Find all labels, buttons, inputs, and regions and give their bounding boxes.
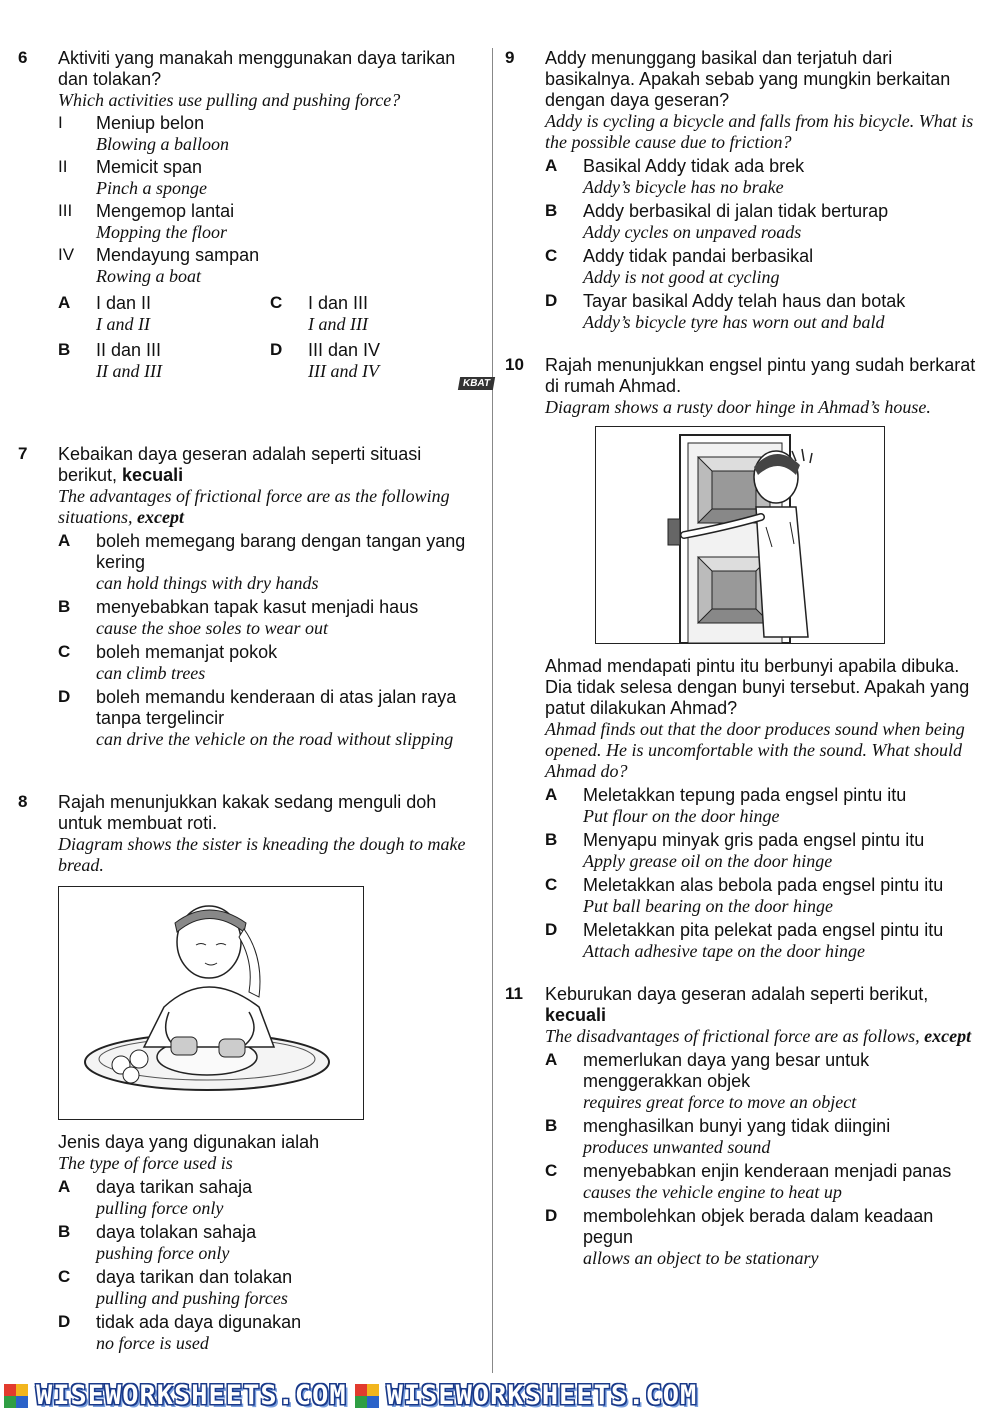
question-6 bbox=[18, 48, 480, 382]
option-b[interactable] bbox=[58, 597, 480, 639]
kneading-dough-drawing bbox=[59, 887, 363, 1119]
option-letter: B bbox=[58, 597, 71, 616]
option-text-en: Addy is not good at cycling bbox=[583, 267, 780, 287]
question-text-ms bbox=[545, 984, 980, 1026]
option-d[interactable] bbox=[58, 687, 480, 750]
option-text-ms: Tayar basikal Addy telah haus dan botak bbox=[583, 291, 906, 311]
option-a[interactable] bbox=[58, 531, 480, 594]
statement-4 bbox=[58, 245, 480, 287]
sub-question-en: The type of force used is bbox=[58, 1153, 233, 1173]
option-d[interactable] bbox=[545, 291, 980, 333]
option-letter: C bbox=[270, 293, 283, 312]
question-text-ms: Rajah menunjukkan kakak sedang menguli doh untuk membuat roti. bbox=[58, 792, 437, 833]
door-hinge-drawing bbox=[596, 427, 884, 643]
option-text-en: can climb trees bbox=[96, 663, 206, 683]
option-text-ms: boleh memegang barang dengan tangan yang kering bbox=[96, 531, 466, 572]
kneading-dough-illustration bbox=[58, 886, 364, 1120]
question-text-en: Which activities use pulling and pushing force? bbox=[58, 90, 401, 110]
option-b[interactable] bbox=[58, 1222, 480, 1264]
option-text-ms: daya tarikan dan tolakan bbox=[96, 1267, 293, 1287]
option-text-en: III and IV bbox=[308, 361, 379, 381]
option-d[interactable] bbox=[545, 920, 980, 962]
option-a[interactable] bbox=[545, 156, 980, 198]
option-text-en: Addy’s bicycle tyre has worn out and bald bbox=[583, 312, 885, 332]
question-10 bbox=[462, 355, 980, 962]
option-c[interactable] bbox=[545, 246, 980, 288]
option-text-en: requires great force to move an object bbox=[583, 1092, 857, 1112]
option-text-en: I and II bbox=[96, 314, 150, 334]
option-b[interactable] bbox=[545, 201, 980, 243]
option-letter: C bbox=[58, 1267, 71, 1286]
option-text-ms: Addy tidak pandai berbasikal bbox=[583, 246, 814, 266]
option-letter: C bbox=[545, 246, 558, 265]
option-b[interactable] bbox=[545, 830, 980, 872]
statement-text-ms: Mengemop lantai bbox=[96, 201, 235, 221]
option-d[interactable] bbox=[58, 1312, 480, 1354]
option-text-ms: menyebabkan enjin kenderaan menjadi panas bbox=[583, 1161, 952, 1181]
option-b[interactable] bbox=[545, 1116, 980, 1158]
option-text-ms: III dan IV bbox=[308, 340, 381, 360]
option-letter: B bbox=[58, 340, 71, 359]
option-text-en: pushing force only bbox=[96, 1243, 230, 1263]
question-text-ms: Aktiviti yang manakah menggunakan daya tarikan dan tolakan? bbox=[58, 48, 456, 89]
option-text-en: II and III bbox=[96, 361, 162, 381]
option-letter: C bbox=[545, 875, 558, 894]
option-d[interactable] bbox=[270, 340, 470, 382]
option-text-ms: memerlukan daya yang besar untuk menggerakkan objek bbox=[583, 1050, 870, 1091]
brand-text: WISEWORKSHEETS.COM bbox=[36, 1380, 347, 1411]
option-letter: B bbox=[545, 830, 558, 849]
question-number: 10 bbox=[505, 355, 524, 374]
question-keyword-en: except bbox=[137, 507, 184, 527]
question-text-en bbox=[58, 486, 480, 528]
sub-question-en: Ahmad finds out that the door produces sound when being opened. He is uncomfortable with the sound. What should Ahmad do? bbox=[545, 719, 965, 781]
brand-text: WISEWORKSHEETS.COM bbox=[386, 1380, 698, 1411]
statement-text-en: Pinch a sponge bbox=[96, 178, 207, 198]
option-c[interactable] bbox=[545, 875, 980, 917]
option-text-ms: Basikal Addy tidak ada brek bbox=[583, 156, 805, 176]
kbat-badge: KBAT bbox=[458, 377, 495, 390]
sub-question-ms: Jenis daya yang digunakan ialah bbox=[58, 1132, 320, 1152]
question-keyword-ms: kecuali bbox=[122, 465, 184, 485]
option-text-ms: membolehkan objek berada dalam keadaan pegun bbox=[583, 1206, 934, 1247]
statement-text-en: Mopping the floor bbox=[96, 222, 227, 242]
statement-text-ms: Meniup belon bbox=[96, 113, 205, 133]
option-text-en: causes the vehicle engine to heat up bbox=[583, 1182, 842, 1202]
wiseworksheets-logo-icon bbox=[355, 1384, 379, 1408]
option-text-ms: Meletakkan pita pelekat pada engsel pintu itu bbox=[583, 920, 944, 940]
question-9 bbox=[505, 48, 980, 333]
statement-text-ms: Memicit span bbox=[96, 157, 203, 177]
question-number: 7 bbox=[18, 444, 28, 463]
right-column bbox=[462, 48, 980, 1291]
option-text-en: Put flour on the door hinge bbox=[583, 806, 780, 826]
question-keyword-en: except bbox=[924, 1026, 972, 1046]
question-keyword-ms: kecuali bbox=[545, 1005, 607, 1025]
option-text-ms: Meletakkan tepung pada engsel pintu itu bbox=[583, 785, 907, 805]
option-letter: A bbox=[545, 785, 558, 804]
option-letter: D bbox=[270, 340, 283, 359]
statement-number: IV bbox=[58, 245, 75, 264]
question-11 bbox=[505, 984, 980, 1269]
statement-text-ms: Mendayung sampan bbox=[96, 245, 260, 265]
option-text-en: Apply grease oil on the door hinge bbox=[583, 851, 833, 871]
rusty-door-hinge-illustration bbox=[595, 426, 885, 644]
footer-watermark bbox=[0, 1378, 1000, 1413]
statement-2 bbox=[58, 157, 480, 199]
question-number: 9 bbox=[505, 48, 515, 67]
option-text-en: I and III bbox=[308, 314, 368, 334]
option-text-ms: daya tarikan sahaja bbox=[96, 1177, 253, 1197]
statement-text-en: Rowing a boat bbox=[96, 266, 202, 286]
option-text-en: produces unwanted sound bbox=[583, 1137, 771, 1157]
question-number: 8 bbox=[18, 792, 28, 811]
option-text-ms: Addy berbasikal di jalan tidak berturap bbox=[583, 201, 889, 221]
option-letter: B bbox=[58, 1222, 71, 1241]
question-text-ms: Rajah menunjukkan engsel pintu yang sudah berkarat di rumah Ahmad. bbox=[545, 355, 976, 396]
question-text-ms: Addy menunggang basikal dan terjatuh dari basikalnya. Apakah sebab yang mungkin berkaitan dengan daya geseran? bbox=[545, 48, 951, 110]
option-a[interactable] bbox=[58, 1177, 480, 1219]
statement-1 bbox=[58, 113, 480, 155]
question-text-ms-main: Kebaikan daya geseran adalah seperti situasi berikut, bbox=[58, 444, 422, 485]
option-letter: A bbox=[545, 1050, 558, 1069]
option-letter: A bbox=[58, 293, 71, 312]
answer-options bbox=[58, 290, 480, 382]
option-text-ms: Menyapu minyak gris pada engsel pintu itu bbox=[583, 830, 925, 850]
question-text-ms bbox=[58, 444, 480, 486]
option-letter: D bbox=[545, 920, 558, 939]
question-text-en: Diagram shows a rusty door hinge in Ahmad’s house. bbox=[545, 397, 931, 417]
option-text-en: Put ball bearing on the door hinge bbox=[583, 896, 833, 916]
question-text-en: Addy is cycling a bicycle and falls from his bicycle. What is the possible cause due to friction? bbox=[545, 111, 974, 152]
option-letter: B bbox=[545, 201, 558, 220]
option-text-ms: menghasilkan bunyi yang tidak diingini bbox=[583, 1116, 891, 1136]
option-letter: D bbox=[58, 687, 71, 706]
statement-number: I bbox=[58, 113, 63, 132]
option-text-en: cause the shoe soles to wear out bbox=[96, 618, 328, 638]
option-text-ms: daya tolakan sahaja bbox=[96, 1222, 257, 1242]
option-a[interactable] bbox=[58, 293, 270, 335]
statement-3 bbox=[58, 201, 480, 243]
option-b[interactable] bbox=[58, 340, 270, 382]
option-text-en: Attach adhesive tape on the door hinge bbox=[583, 941, 865, 961]
statement-number: II bbox=[58, 157, 68, 176]
column-divider bbox=[492, 48, 493, 1373]
option-a[interactable] bbox=[545, 1050, 980, 1113]
option-a[interactable] bbox=[545, 785, 980, 827]
option-text-ms: boleh memanjat pokok bbox=[96, 642, 278, 662]
option-text-en: Addy’s bicycle has no brake bbox=[583, 177, 784, 197]
statement-number: III bbox=[58, 201, 73, 220]
option-c[interactable] bbox=[58, 1267, 480, 1309]
question-text-en-main: The disadvantages of frictional force are as follows, bbox=[545, 1026, 920, 1046]
option-text-en: Addy cycles on unpaved roads bbox=[583, 222, 802, 242]
option-c[interactable] bbox=[545, 1161, 980, 1203]
option-letter: A bbox=[58, 531, 71, 550]
option-text-ms: I dan II bbox=[96, 293, 152, 313]
option-letter: A bbox=[58, 1177, 71, 1196]
question-number: 11 bbox=[505, 984, 523, 1003]
question-text-en bbox=[545, 1026, 980, 1047]
option-letter: A bbox=[545, 156, 558, 175]
option-text-en: can hold things with dry hands bbox=[96, 573, 319, 593]
left-column bbox=[18, 48, 480, 1376]
wiseworksheets-logo-icon bbox=[4, 1384, 28, 1408]
option-text-ms: menyebabkan tapak kasut menjadi haus bbox=[96, 597, 419, 617]
option-text-ms: boleh memandu kenderaan di atas jalan raya tanpa tergelincir bbox=[96, 687, 457, 728]
option-text-en: pulling force only bbox=[96, 1198, 224, 1218]
option-text-ms: II dan III bbox=[96, 340, 162, 360]
option-text-ms: tidak ada daya digunakan bbox=[96, 1312, 302, 1332]
option-letter: D bbox=[58, 1312, 71, 1331]
question-text-en: Diagram shows the sister is kneading the dough to make bread. bbox=[58, 834, 466, 875]
option-letter: B bbox=[545, 1116, 558, 1135]
option-letter: D bbox=[545, 291, 558, 310]
option-c[interactable] bbox=[270, 293, 470, 335]
sub-question-ms: Ahmad mendapati pintu itu berbunyi apabila dibuka. Dia tidak selesa dengan bunyi tersebut. Apakah yang patut dilakukan Ahmad? bbox=[545, 656, 970, 718]
question-number: 6 bbox=[18, 48, 28, 67]
statement-text-en: Blowing a balloon bbox=[96, 134, 230, 154]
question-text-ms-main: Keburukan daya geseran adalah seperti berikut, bbox=[545, 984, 929, 1004]
question-7 bbox=[18, 444, 480, 750]
option-letter: D bbox=[545, 1206, 558, 1225]
option-text-en: allows an object to be stationary bbox=[583, 1248, 819, 1268]
option-text-en: no force is used bbox=[96, 1333, 209, 1353]
option-text-ms: Meletakkan alas bebola pada engsel pintu itu bbox=[583, 875, 944, 895]
option-letter: C bbox=[545, 1161, 558, 1180]
option-text-ms: I dan III bbox=[308, 293, 369, 313]
option-letter: C bbox=[58, 642, 71, 661]
option-c[interactable] bbox=[58, 642, 480, 684]
question-8 bbox=[18, 792, 480, 1354]
question-text-en-main: The advantages of frictional force are as the following situations, bbox=[58, 486, 450, 527]
option-text-en: can drive the vehicle on the road without slipping bbox=[96, 729, 454, 749]
option-text-en: pulling and pushing forces bbox=[96, 1288, 288, 1308]
option-d[interactable] bbox=[545, 1206, 980, 1269]
